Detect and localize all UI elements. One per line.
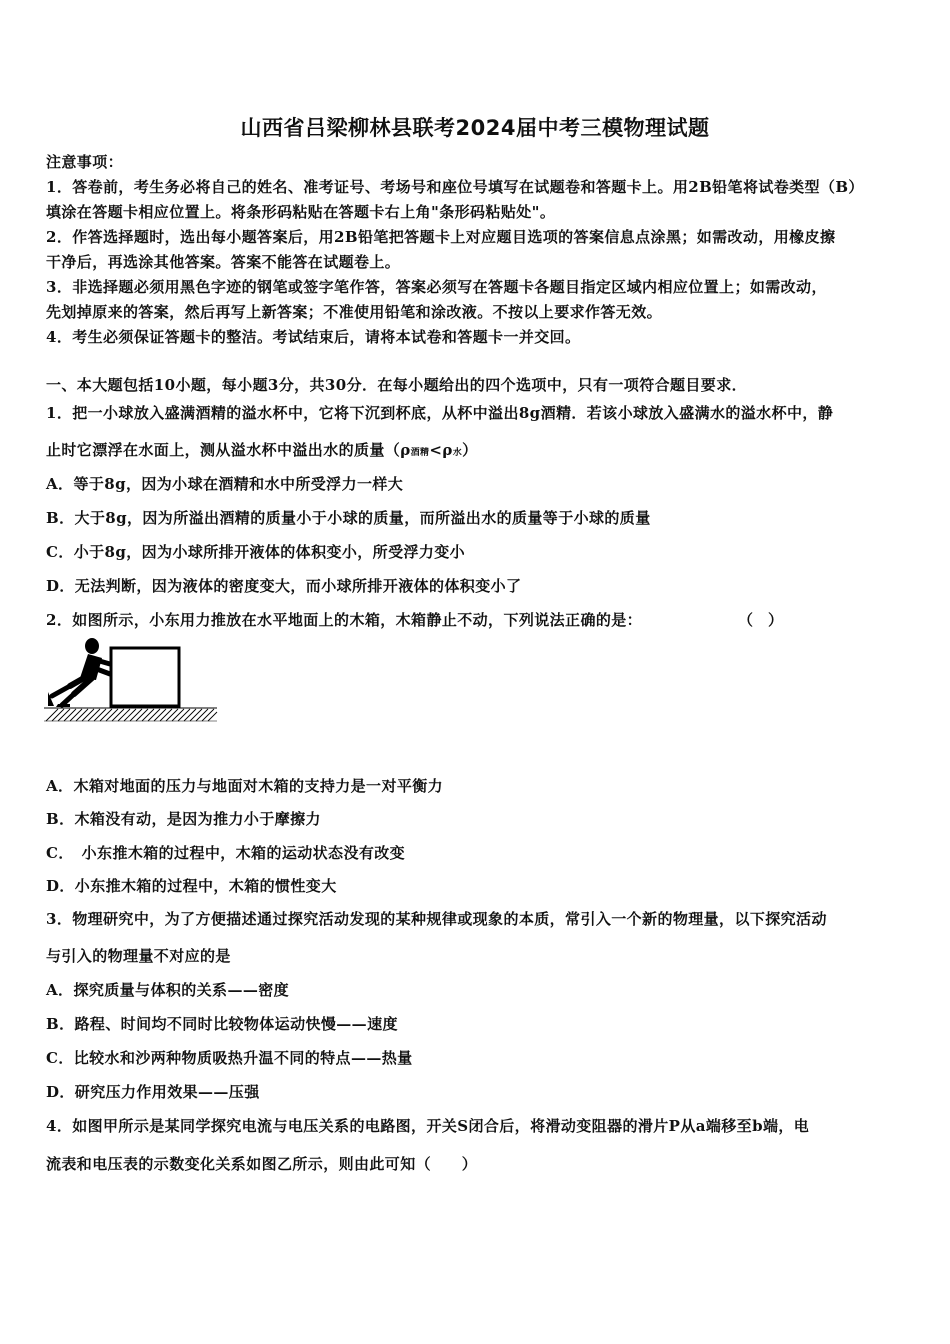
question-3-option-d: D．研究压力作用效果——压强 [46, 1083, 260, 1101]
question-3-option-b: B．路程、时间均不同时比较物体运动快慢——速度 [46, 1015, 398, 1033]
question-1-stem-2: 止时它漂浮在水面上，测从溢水杯中溢出水的质量（ρ酒精<ρ水） [46, 441, 478, 459]
ground-hatch [44, 708, 217, 721]
question-2-option-c: C． 小东推木箱的过程中，木箱的运动状态没有改变 [46, 844, 406, 862]
question-1-option-c: C．小于8g，因为小球所排开液体的体积变小，所受浮力变小 [46, 543, 466, 561]
question-3-option-a: A．探究质量与体积的关系——密度 [46, 981, 290, 999]
notes-line: 1．答卷前，考生务必将自己的姓名、准考证号、考场号和座位号填写在试题卷和答题卡上。用2B铅笔将试卷类型（B） [46, 178, 864, 196]
question-2-option-b: B．木箱没有动，是因为推力小于摩擦力 [46, 810, 321, 828]
answer-parentheses: （ ） [738, 611, 784, 629]
question-1-option-d: D．无法判断，因为液体的密度变大，而小球所排开液体的体积变小了 [46, 577, 522, 595]
question-3-stem-2: 与引入的物理量不对应的是 [46, 947, 231, 965]
question-4-stem: 4．如图甲所示是某同学探究电流与电压关系的电路图，开关S闭合后，将滑动变阻器的滑片P从a端移至b端，电 [46, 1117, 810, 1135]
question-3-stem: 3．物理研究中，为了方便描述通过探究活动发现的某种规律或现象的本质，常引入一个新的物理量，以下探究活动 [46, 910, 827, 928]
page-title: 山西省吕梁柳林县联考2024届中考三模物理试题 [240, 116, 710, 140]
wooden-box [111, 648, 179, 706]
question-1-option-b: B．大于8g，因为所溢出酒精的质量小于小球的质量，而所溢出水的质量等于小球的质量 [46, 509, 651, 527]
notes-line: 填涂在答题卡相应位置上。将条形码粘贴在答题卡右上角"条形码粘贴处"。 [46, 203, 556, 221]
notes-line: 4．考生必须保证答题卡的整洁。考试结束后，请将本试卷和答题卡一并交回。 [46, 328, 581, 346]
question-4-stem-2: 流表和电压表的示数变化关系如图乙所示，则由此可知（ ） [46, 1155, 478, 1173]
notes-line: 2．作答选择题时，选出每小题答案后，用2B铅笔把答题卡上对应题目选项的答案信息点涂黑；如需改动，用橡皮擦 [46, 228, 836, 246]
push-box-figure [44, 634, 220, 726]
section-intro: 一、本大题包括10小题，每小题3分，共30分．在每小题给出的四个选项中，只有一项符合题目要求． [46, 376, 747, 394]
question-1-stem: 1．把一小球放入盛满酒精的溢水杯中，它将下沉到杯底，从杯中溢出8g酒精．若该小球放入盛满水的溢水杯中，静 [46, 404, 834, 422]
question-2-stem: 2．如图所示，小东用力推放在水平地面上的木箱，木箱静止不动，下列说法正确的是： [46, 611, 643, 629]
notes-line: 干净后，再选涂其他答案。答案不能答在试题卷上。 [46, 253, 401, 271]
question-2-option-a: A．木箱对地面的压力与地面对木箱的支持力是一对平衡力 [46, 777, 444, 795]
notes-line: 3．非选择题必须用黑色字迹的钢笔或签字笔作答，答案必须写在答题卡各题目指定区域内相应位置上；如需改动， [46, 278, 827, 296]
notes-line: 先划掉原来的答案，然后再写上新答案；不准使用铅笔和涂改液。不按以上要求作答无效。 [46, 303, 663, 321]
question-3-option-c: C．比较水和沙两种物质吸热升温不同的特点——热量 [46, 1049, 413, 1067]
question-2-option-d: D．小东推木箱的过程中，木箱的惯性变大 [46, 877, 337, 895]
question-1-option-a: A．等于8g，因为小球在酒精和水中所受浮力一样大 [46, 475, 404, 493]
person-pushing-icon [48, 638, 110, 707]
notes-heading: 注意事项： [46, 153, 124, 171]
